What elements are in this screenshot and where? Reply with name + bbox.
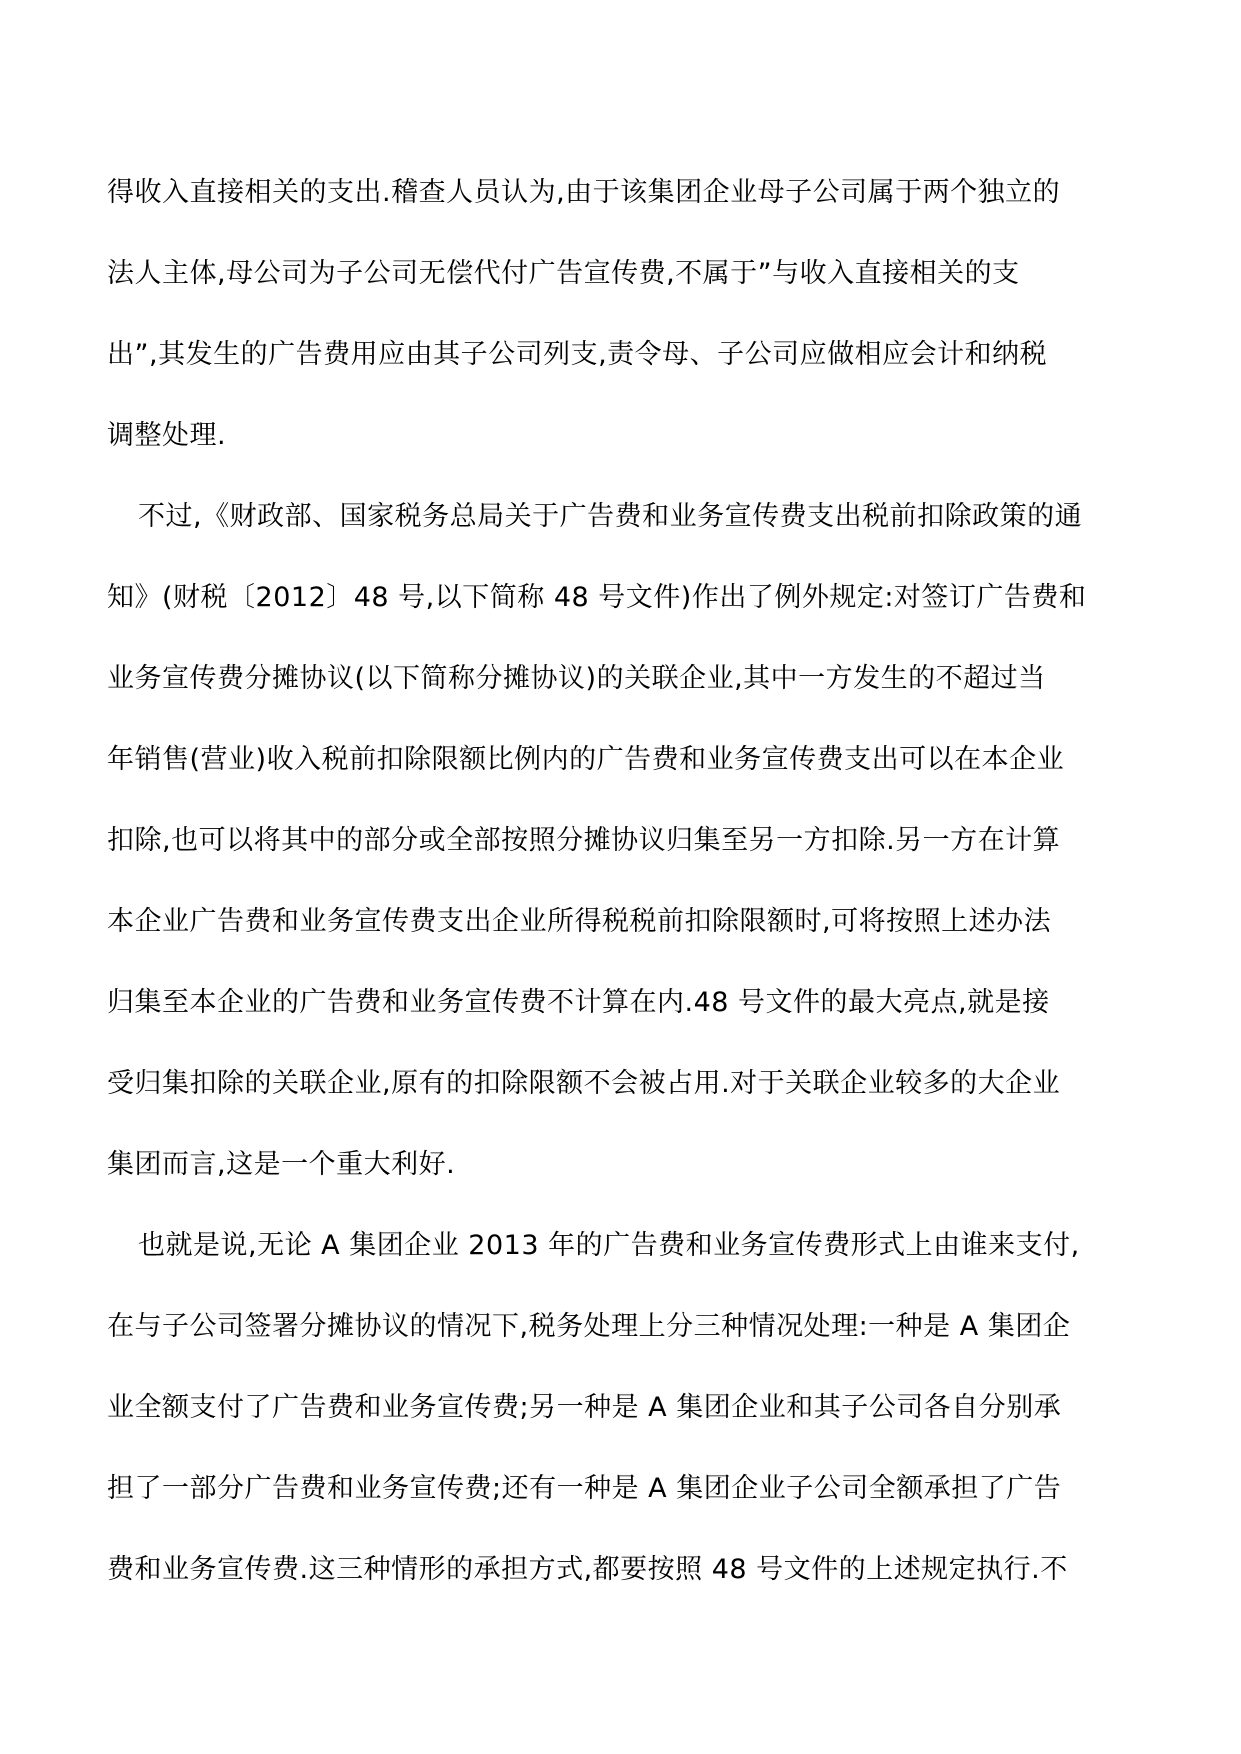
text-line: 得收入直接相关的支出.稽查人员认为,由于该集团企业母子公司属于两个独立的	[107, 177, 1061, 208]
text-line: 在与子公司签署分摊协议的情况下,税务处理上分三种情况处理:一种是 A 集团企	[107, 1311, 1071, 1342]
text-line: 业全额支付了广告费和业务宣传费;另一种是 A 集团企业和其子公司各自分别承	[107, 1392, 1062, 1423]
text-line: 法人主体,母公司为子公司无偿代付广告宣传费,不属于”与收入直接相关的支	[107, 258, 1020, 289]
text-line: 本企业广告费和业务宣传费支出企业所得税税前扣除限额时,可将按照上述办法	[107, 906, 1052, 937]
text-line: 年销售(营业)收入税前扣除限额比例内的广告费和业务宣传费支出可以在本企业	[107, 744, 1065, 775]
text-line: 出”,其发生的广告费用应由其子公司列支,责令母、子公司应做相应会计和纳税	[107, 339, 1048, 370]
text-line: 集团而言,这是一个重大利好.	[107, 1149, 456, 1180]
text-line: 费和业务宣传费.这三种情形的承担方式,都要按照 48 号文件的上述规定执行.不	[107, 1554, 1068, 1585]
document-body	[107, 152, 1137, 1610]
text-line: 调整处理.	[107, 420, 227, 451]
text-line: 受归集扣除的关联企业,原有的扣除限额不会被占用.对于关联企业较多的大企业	[107, 1068, 1061, 1099]
text-line: 归集至本企业的广告费和业务宣传费不计算在内.48 号文件的最大亮点,就是接	[107, 987, 1050, 1018]
text-line: 担了一部分广告费和业务宣传费;还有一种是 A 集团企业子公司全额承担了广告	[107, 1473, 1062, 1504]
text-line: 扣除,也可以将其中的部分或全部按照分摊协议归集至另一方扣除.另一方在计算	[107, 825, 1061, 856]
paragraph-start-line: 不过,《财政部、国家税务总局关于广告费和业务宣传费支出税前扣除政策的通	[138, 501, 1083, 532]
text-line: 知》(财税〔2012〕48 号,以下简称 48 号文件)作出了例外规定:对签订广告费和	[107, 582, 1087, 613]
paragraph-start-line: 也就是说,无论 A 集团企业 2013 年的广告费和业务宣传费形式上由谁来支付,	[138, 1230, 1080, 1261]
text-line: 业务宣传费分摊协议(以下简称分摊协议)的关联企业,其中一方发生的不超过当	[107, 663, 1046, 694]
